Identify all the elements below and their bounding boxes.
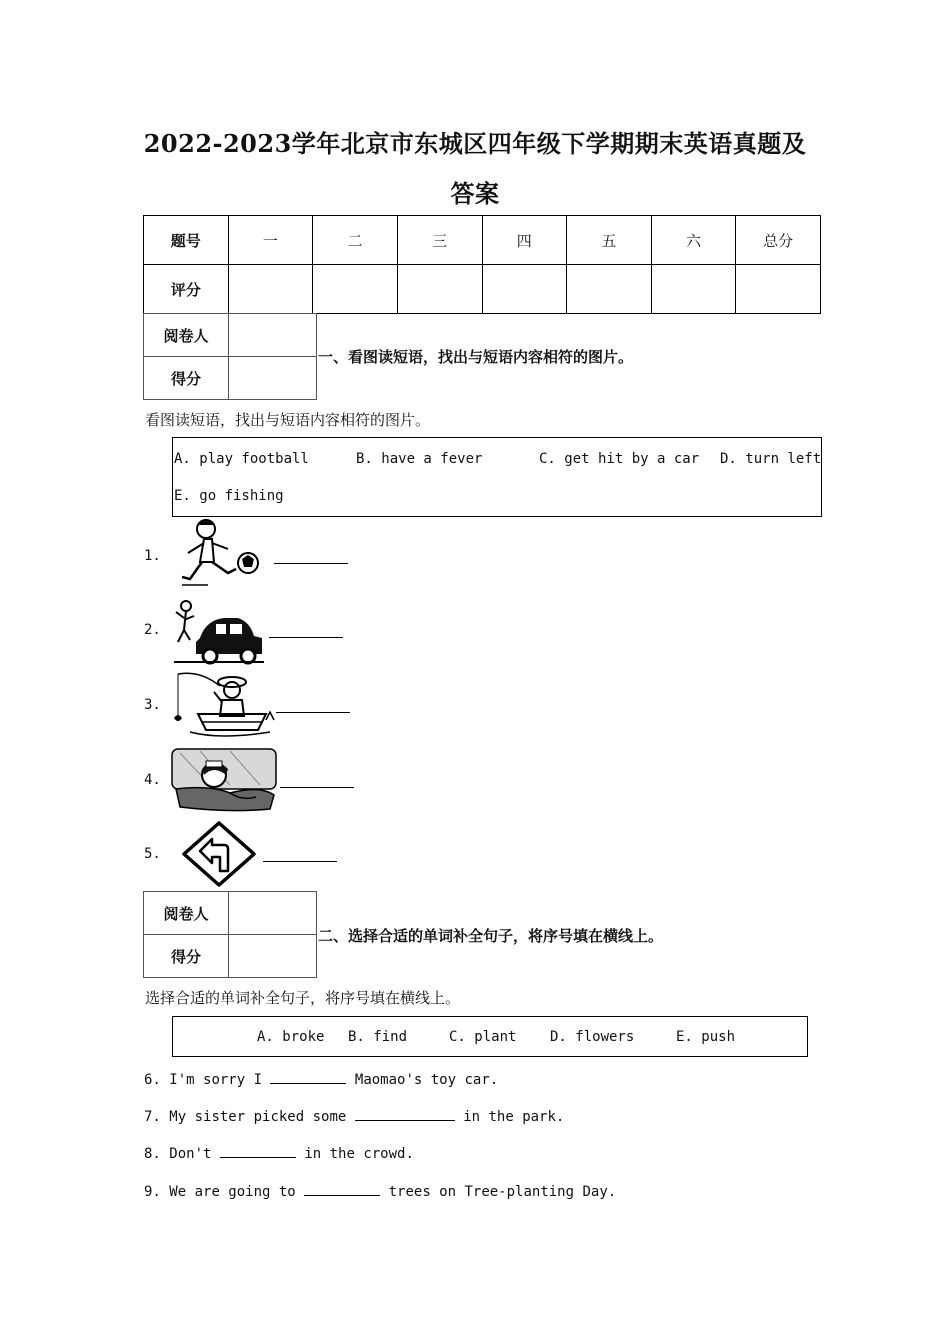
word-option-e: E. push xyxy=(676,1029,736,1045)
grader-score-cell xyxy=(229,357,317,400)
score-cell xyxy=(736,265,821,314)
section1-instruction: 看图读短语，找出与短语内容相符的图片。 xyxy=(145,411,431,429)
sentence-9 xyxy=(144,1181,616,1200)
boy-kicking-football-icon xyxy=(178,517,263,592)
score-col-6: 六 xyxy=(651,216,736,265)
sentence-9-blank[interactable] xyxy=(304,1181,380,1196)
score-col-4: 四 xyxy=(482,216,567,265)
score-cell xyxy=(228,265,313,314)
question-5-number: 5. xyxy=(144,846,161,862)
sentence-9-before: We are going to xyxy=(169,1184,296,1200)
answer-blank-1[interactable] xyxy=(274,549,348,564)
sentence-7-blank[interactable] xyxy=(355,1106,455,1121)
option-e: E. go fishing xyxy=(174,488,284,504)
grader-score-cell xyxy=(229,935,317,978)
score-cell xyxy=(482,265,567,314)
sentence-6-number: 6. xyxy=(144,1072,161,1088)
score-cell xyxy=(313,265,398,314)
option-a: A. play football xyxy=(174,451,309,467)
sentence-9-number: 9. xyxy=(144,1184,161,1200)
answer-blank-2[interactable] xyxy=(269,623,343,638)
score-cell xyxy=(651,265,736,314)
page-title-line2: 答案 xyxy=(450,179,500,208)
person-hit-by-car-icon xyxy=(172,598,264,664)
word-option-a: A. broke xyxy=(257,1029,325,1045)
page-title-line1: 2022-2023学年北京市东城区四年级下学期期末英语真题及 xyxy=(143,129,807,158)
question-4-number: 4. xyxy=(144,772,161,788)
score-cell xyxy=(567,265,652,314)
sentence-6 xyxy=(144,1069,498,1088)
turn-left-sign-icon xyxy=(182,821,256,887)
question-2-number: 2. xyxy=(144,622,161,638)
word-option-d: D. flowers xyxy=(550,1029,635,1045)
score-col-2: 二 xyxy=(313,216,398,265)
girl-sick-in-bed-icon xyxy=(170,745,278,813)
grader-reviewer-cell xyxy=(229,314,317,357)
score-table-header-label: 题号 xyxy=(144,216,229,265)
grader-box-2 xyxy=(143,891,317,978)
sentence-8-after: in the crowd. xyxy=(304,1146,414,1162)
score-col-total: 总分 xyxy=(736,216,821,265)
grader-box-1 xyxy=(143,313,317,400)
sentence-8-number: 8. xyxy=(144,1146,161,1162)
section1-heading: 一、看图读短语，找出与短语内容相符的图片。 xyxy=(318,348,634,366)
sentence-6-after: Maomao's toy car. xyxy=(354,1072,499,1088)
grader-score-label: 得分 xyxy=(144,357,229,400)
grader-reviewer-label: 阅卷人 xyxy=(144,892,229,935)
sentence-9-after: trees on Tree-planting Day. xyxy=(388,1184,617,1200)
grader-reviewer-label: 阅卷人 xyxy=(144,314,229,357)
answer-blank-4[interactable] xyxy=(280,773,354,788)
section1-options-box xyxy=(172,437,822,517)
option-c: C. get hit by a car xyxy=(539,451,700,467)
sentence-6-blank[interactable] xyxy=(270,1069,346,1084)
option-d: D. turn left xyxy=(720,451,822,467)
option-b: B. have a fever xyxy=(356,451,483,467)
section2-instruction: 选择合适的单词补全句子，将序号填在横线上。 xyxy=(145,989,461,1007)
score-table-score-row xyxy=(144,265,821,314)
word-option-b: B. find xyxy=(348,1029,408,1045)
sentence-8-blank[interactable] xyxy=(220,1143,296,1158)
grader-reviewer-cell xyxy=(229,892,317,935)
question-3-number: 3. xyxy=(144,697,161,713)
grader-score-label: 得分 xyxy=(144,935,229,978)
section2-heading: 二、选择合适的单词补全句子，将序号填在横线上。 xyxy=(318,927,664,945)
score-cell xyxy=(397,265,482,314)
sentence-7-after: in the park. xyxy=(463,1109,565,1125)
score-table-row-label: 评分 xyxy=(144,265,229,314)
score-col-1: 一 xyxy=(228,216,313,265)
sentence-8-before: Don't xyxy=(169,1146,212,1162)
word-option-c: C. plant xyxy=(449,1029,517,1045)
answer-blank-3[interactable] xyxy=(276,698,350,713)
sentence-7-number: 7. xyxy=(144,1109,161,1125)
sentence-6-before: I'm sorry I xyxy=(169,1072,263,1088)
score-table-header-row xyxy=(144,216,821,265)
question-1-number: 1. xyxy=(144,548,161,564)
sentence-7 xyxy=(144,1106,564,1125)
sentence-7-before: My sister picked some xyxy=(169,1109,347,1125)
score-table xyxy=(143,215,821,314)
score-col-3: 三 xyxy=(397,216,482,265)
sentence-8 xyxy=(144,1143,414,1162)
answer-blank-5[interactable] xyxy=(263,847,337,862)
score-col-5: 五 xyxy=(567,216,652,265)
man-fishing-in-boat-icon xyxy=(170,670,275,740)
